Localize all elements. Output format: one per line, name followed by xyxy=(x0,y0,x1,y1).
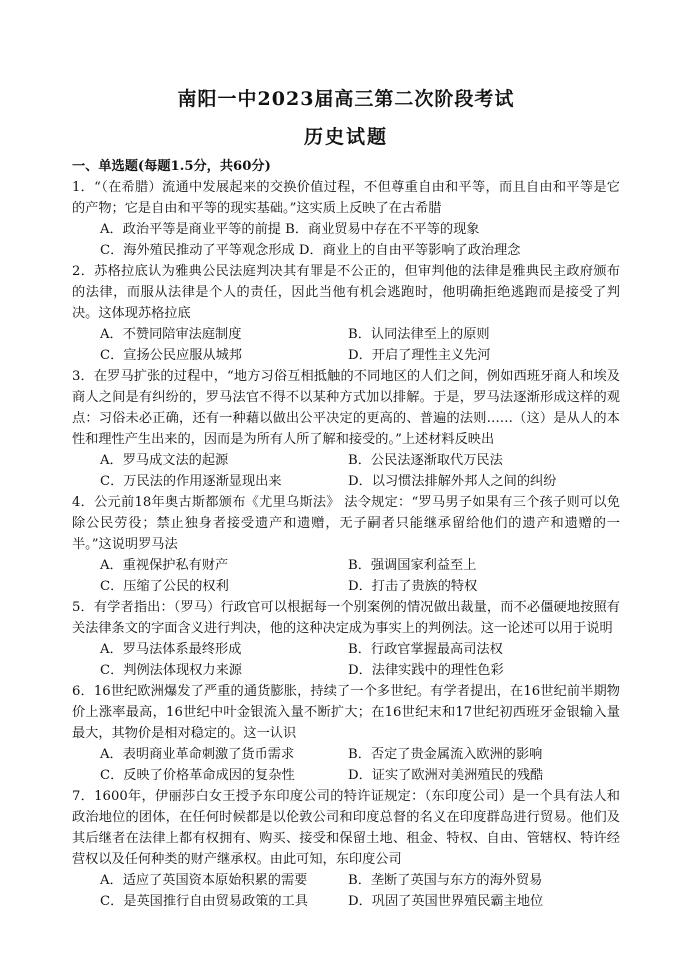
question-6 xyxy=(72,681,620,786)
question-stem: 5．有学者指出：（罗马）行政官可以根据每一个别案例的情况做出裁量，而不必僵硬地按照有关法律条文的字面含义进行判决，他的这种决定成为事实上的判例法。这一论述可以用于说明 xyxy=(72,600,620,636)
option-c: C．判例法体现权力来源 xyxy=(100,663,242,678)
question-stem: 2．苏格拉底认为雅典公民法庭判决其有罪是不公正的，但审判他的法律是雅典民主政府颁布的法律，而服从法律是个人的责任，因此当他有机会逃跑时，他明确拒绝逃跑而是接受了判决。这体现苏格拉底 xyxy=(72,264,620,321)
option-a: A．适应了英国资本原始积累的需要 xyxy=(100,873,308,888)
option-b: B．垄断了英国与东方的海外贸易 xyxy=(348,873,543,888)
option-b: B．行政官掌握最高司法权 xyxy=(348,642,503,657)
option-d: D．证实了欧洲对美洲殖民的残酷 xyxy=(348,768,544,783)
option-d: D．巩固了英国世界殖民霸主地位 xyxy=(348,894,544,909)
question-5 xyxy=(72,597,620,681)
option-b: B．认同法律至上的原则 xyxy=(348,327,490,342)
option-d: D．开启了理性主义先河 xyxy=(348,348,491,363)
question-4 xyxy=(72,492,620,597)
option-b: B．否定了贵金属流入欧洲的影响 xyxy=(348,747,543,762)
option-a: A．不赞同陪审法庭制度 xyxy=(100,327,242,342)
question-7 xyxy=(72,786,620,912)
option-c: C．压缩了公民的权利 xyxy=(100,579,229,594)
option-d: D．打击了贵族的特权 xyxy=(348,579,478,594)
question-3 xyxy=(72,366,620,492)
question-stem: 6．16世纪欧洲爆发了严重的通货膨胀，持续了一个多世纪。有学者提出，在16世纪前半期物价上涨率最高，16世纪中叶金银流入量不断扩大；在16世纪末和17世纪初西班牙金银输入量最大，其物价是相对稳定的。这一认识 xyxy=(72,684,620,741)
exam-subtitle: 历史试题 xyxy=(303,126,388,148)
option-c: C．是英国推行自由贸易政策的工具 xyxy=(100,894,308,909)
question-stem: 7．1600年，伊丽莎白女王授予东印度公司的特许证规定：（东印度公司）是一个具有法人和政治地位的团体，在任何时候都是以伦敦公司和印度总督的名义在印度群岛进行贸易。他们及其后继者在法律上都有权拥有、购买、接受和保留土地、租金、特权、自由、管辖权、特许经营权以及任何种类的财产继承权。由此可知，东印度公司 xyxy=(72,789,620,867)
question-stem: 4．公元前18年奥古斯都颁布《尤里乌斯法》 法令规定：“罗马男子如果有三个孩子则可以免除公民劳役；禁止独身者接受遗产和遗赠，无子嗣者只能继承留给他们的遗产和遗赠的一半。”这说明罗马法 xyxy=(72,495,620,552)
option-c: C．万民法的作用逐渐显现出来 xyxy=(100,474,282,489)
option-a: A．罗马法体系最终形成 xyxy=(100,642,242,657)
option-b: B．公民法逐渐取代万民法 xyxy=(348,453,503,468)
option-c: C．宣扬公民应服从城邦 xyxy=(100,348,242,363)
option-c: C．反映了价格革命成因的复杂性 xyxy=(100,768,295,783)
option-d: D．法律实践中的理性色彩 xyxy=(348,663,504,678)
question-stem: 1．“（在希腊）流通中发展起来的交换价值过程，不但尊重自由和平等，而且自由和平等是它的产物；它是自由和平等的现实基础。”这实质上反映了在古希腊 xyxy=(72,180,620,216)
option-a: A．罗马成文法的起源 xyxy=(100,453,229,468)
option-d: D．以习惯法排解外邦人之间的纠纷 xyxy=(348,474,557,489)
exam-title: 南阳一中2023届高三第二次阶段考试 xyxy=(177,88,515,110)
option-line: A．政治平等是商业平等的前提 B．商业贸易中存在不平等的现象 xyxy=(100,222,480,237)
question-1 xyxy=(72,177,620,261)
section-heading: 一、单选题(每题1.5分，共60分) xyxy=(72,159,271,174)
question-2 xyxy=(72,261,620,366)
option-a: A．表明商业革命刺激了货币需求 xyxy=(100,747,295,762)
option-line: C．海外殖民推动了平等观念形成 D．商业上的自由平等影响了政治理念 xyxy=(100,243,521,258)
option-b: B．强调国家利益至上 xyxy=(348,558,477,573)
option-a: A．重视保护私有财产 xyxy=(100,558,229,573)
question-stem: 3．在罗马扩张的过程中，“地方习俗互相抵触的不同地区的人们之间，例如西班牙商人和埃及商人之间是有纠纷的，罗马法官不得不以某种方式加以排解。于是，罗马法逐渐形成这样的观点：习俗未必正确，还有一种藉以做出公平决定的更高的、普遍的法则……（这）是从人的本性和理性产生出来的，因而是为所有人所了解和接受的。”上述材料反映出 xyxy=(72,369,620,447)
